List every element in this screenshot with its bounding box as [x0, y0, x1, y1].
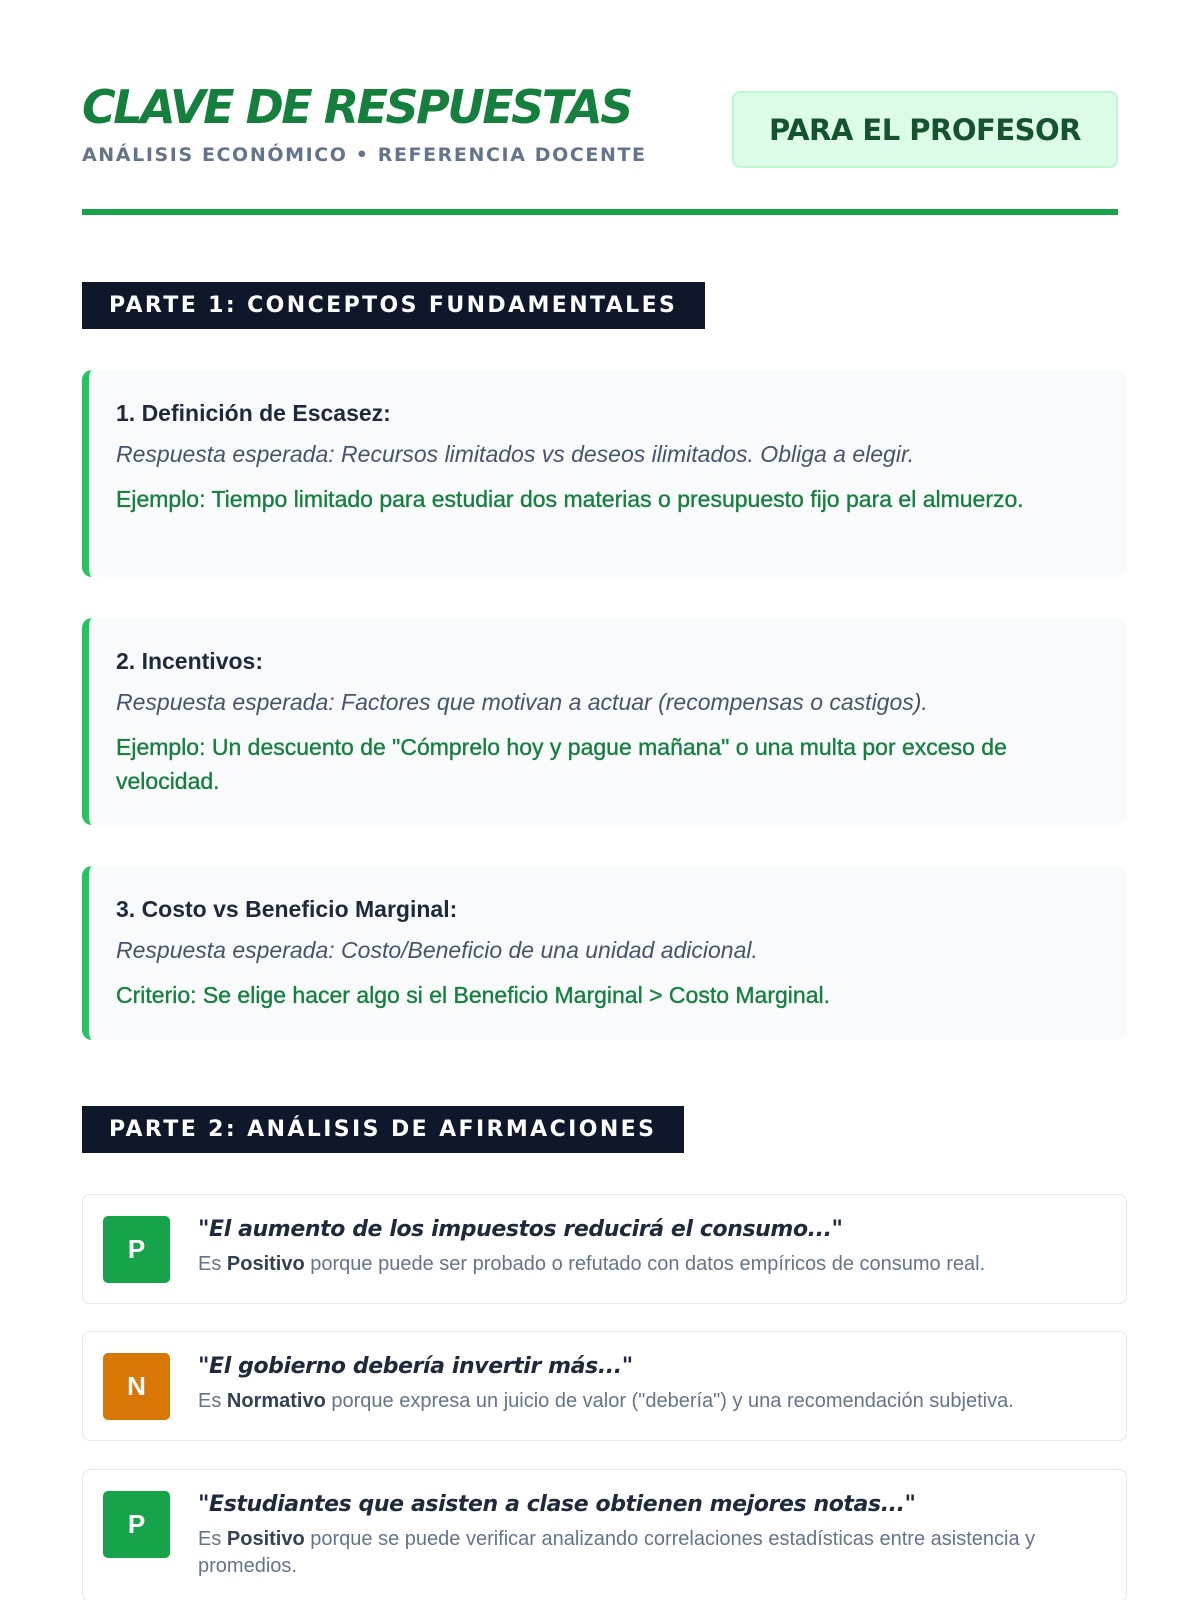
concept-answer: Respuesta esperada: Costo/Beneficio de una unidad adicional. [116, 937, 758, 963]
explanation-prefix: Es [198, 1390, 222, 1412]
positive-badge: P [103, 1491, 170, 1558]
statement-row [82, 1331, 1127, 1441]
concept-answer: Respuesta esperada: Factores que motivan a actuar (recompensas o castigos). [116, 689, 928, 715]
explanation-prefix: Es [198, 1528, 222, 1550]
concept-question: 2. Incentivos: [116, 648, 263, 674]
concept-question: 1. Definición de Escasez: [116, 400, 391, 426]
statement-body [198, 1352, 1102, 1415]
header-divider [82, 209, 1118, 215]
statement-type: Positivo [226, 1253, 305, 1275]
section-heading-part1: PARTE 1: CONCEPTOS FUNDAMENTALES [82, 282, 705, 329]
statement-quote: "El gobierno debería invertir más..." [198, 1354, 633, 1379]
explanation-reason: porque expresa un juicio de valor ("debería") y una recomendación subjetiva. [331, 1390, 1014, 1412]
page-subtitle: ANÁLISIS ECONÓMICO • REFERENCIA DOCENTE [82, 144, 647, 166]
explanation-reason: porque puede ser probado o refutado con datos empíricos de consumo real. [310, 1253, 986, 1275]
concept-card-incentives [82, 618, 1127, 825]
concept-example: Ejemplo: Tiempo limitado para estudiar dos materias o presupuesto fijo para el almuerzo. [116, 486, 1024, 512]
normative-badge: N [103, 1353, 170, 1420]
page-header [82, 0, 1118, 216]
positive-badge: P [103, 1216, 170, 1283]
explanation-prefix: Es [198, 1253, 222, 1275]
statement-type: Positivo [226, 1528, 305, 1550]
statement-row [82, 1194, 1127, 1304]
statement-row [82, 1469, 1127, 1600]
concept-example: Ejemplo: Un descuento de "Cómprelo hoy y pague mañana" o una multa por exceso de velocidad. [116, 734, 1007, 794]
statement-quote: "Estudiantes que asisten a clase obtienen mejores notas..." [198, 1492, 916, 1517]
statement-body [198, 1215, 1102, 1278]
statement-explanation [198, 1251, 1102, 1278]
statement-quote: "El aumento de los impuestos reducirá el consumo..." [198, 1217, 843, 1242]
statement-type: Normativo [226, 1390, 326, 1412]
explanation-reason: porque se puede verificar analizando correlaciones estadísticas entre asistencia y promedios. [198, 1528, 1036, 1577]
section-heading-part2: PARTE 2: ANÁLISIS DE AFIRMACIONES [82, 1106, 684, 1153]
page-title: CLAVE DE RESPUESTAS [82, 80, 631, 134]
concept-criterion: Criterio: Se elige hacer algo si el Beneficio Marginal > Costo Marginal. [116, 982, 830, 1008]
concept-answer: Respuesta esperada: Recursos limitados vs deseos ilimitados. Obliga a elegir. [116, 441, 915, 467]
statement-explanation [198, 1526, 1102, 1580]
statement-body [198, 1490, 1102, 1580]
concept-card-marginal [82, 866, 1127, 1040]
concept-card-scarcity [82, 370, 1127, 577]
concept-question: 3. Costo vs Beneficio Marginal: [116, 896, 458, 922]
statement-explanation [198, 1388, 1102, 1415]
teacher-badge: PARA EL PROFESOR [732, 91, 1118, 168]
